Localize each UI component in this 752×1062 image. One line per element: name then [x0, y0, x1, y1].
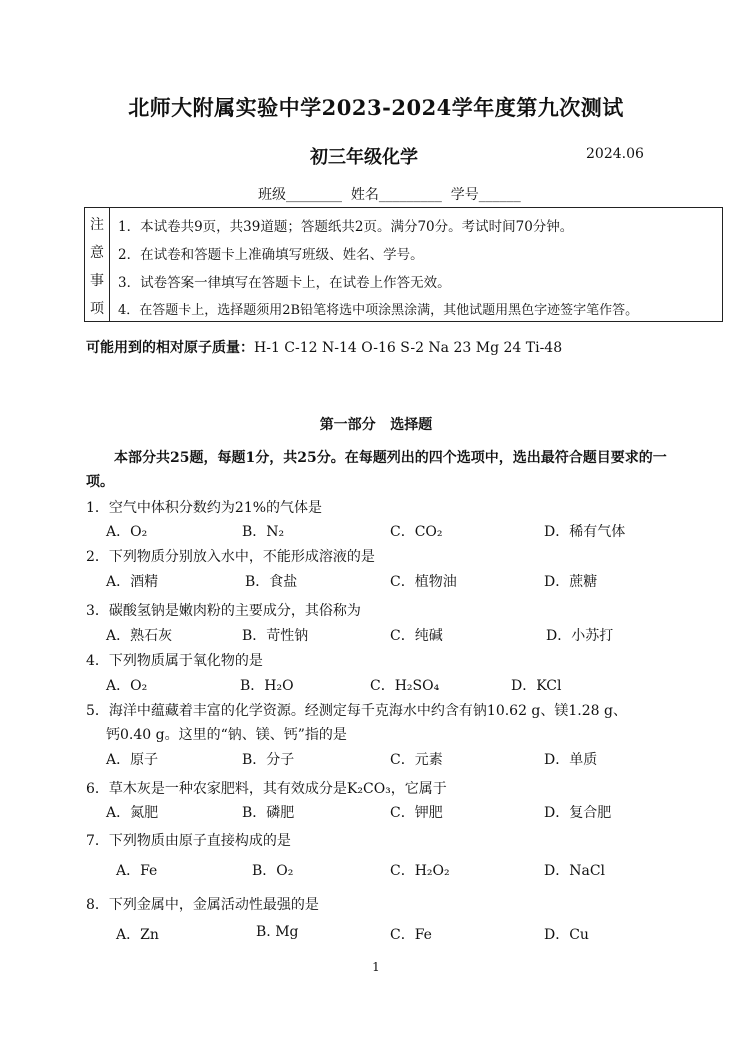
question-option: B．N₂: [242, 524, 285, 540]
atomic-mass-label: 可能用到的相对原子质量：: [86, 340, 254, 356]
notice-heading-char: 事: [90, 273, 104, 289]
notice-heading-char: 项: [90, 301, 104, 317]
question-option: D．NaCl: [544, 863, 606, 879]
question-option: A．O₂: [106, 678, 148, 694]
question-option: B．分子: [242, 752, 295, 768]
question-option: D．小苏打: [546, 628, 614, 644]
notice-item: 3．试卷答案一律填写在答题卡上，在试卷上作答无效。: [118, 275, 451, 291]
notice-heading-char: 注: [90, 217, 104, 233]
question-option: B．食盐: [245, 574, 298, 590]
question-option: D．Cu: [544, 927, 589, 943]
question-stem-continued: 钙0.40 g。这里的“钠、镁、钙”指的是: [106, 727, 347, 743]
question-option: D．KCl: [511, 678, 562, 694]
question-stem: 4．下列物质属于氧化物的是: [86, 653, 263, 669]
exam-date: 2024.06: [586, 146, 644, 162]
question-option: A．熟石灰: [106, 628, 173, 644]
question-option: A．原子: [106, 752, 159, 768]
notice-heading: [85, 208, 110, 321]
section-title: 第一部分 选择题: [319, 417, 433, 433]
question-option: C．H₂O₂: [390, 863, 450, 879]
question-stem: 8．下列金属中，金属活动性最强的是: [86, 897, 319, 913]
question-option: A．Fe: [116, 863, 158, 879]
question-option: A．O₂: [106, 524, 148, 540]
question-option: D．稀有气体: [544, 524, 626, 540]
question-stem: 7．下列物质由原子直接构成的是: [86, 833, 291, 849]
question-option: D．蔗糖: [544, 574, 598, 590]
page-subtitle: 初三年级化学: [310, 147, 418, 168]
notice-item: 4．在答题卡上，选择题须用2B铅笔将选中项涂黑涂满，其他试题用黑色字迹签字笔作答。: [118, 303, 639, 318]
page-title: 北师大附属实验中学2023-2024学年度第九次测试: [128, 95, 624, 120]
question-stem: 3．碳酸氢钠是嫩肉粉的主要成分，其俗称为: [86, 603, 361, 619]
question-option: C．植物油: [390, 574, 457, 590]
question-stem: 6．草木灰是一种农家肥料，其有效成分是K₂CO₃，它属于: [86, 781, 447, 797]
question-option: D．复合肥: [544, 805, 612, 821]
question-option: B．苛性钠: [242, 628, 309, 644]
notice-heading-char: 意: [90, 245, 104, 261]
question-option: C．元素: [390, 752, 443, 768]
notice-item: 2．在试卷和答题卡上准确填写班级、姓名、学号。: [118, 247, 424, 263]
question-option: B．磷肥: [242, 805, 295, 821]
question-option: A．氮肥: [106, 805, 159, 821]
atomic-mass-line: [86, 337, 562, 357]
question-stem: 5．海洋中蕴藏着丰富的化学资源。经测定每千克海水中约含有钠10.62 g、镁1.28 g、: [86, 703, 627, 719]
notice-item: 1．本试卷共9页，共39道题；答题纸共2页。满分70分。考试时间70分钟。: [118, 219, 574, 235]
notice-box: [84, 207, 723, 322]
atomic-mass-values: H-1 C-12 N-14 O-16 S-2 Na 23 Mg 24 Ti-48: [254, 340, 563, 356]
question-option: C．钾肥: [390, 805, 443, 821]
question-stem: 2．下列物质分别放入水中，不能形成溶液的是: [86, 549, 375, 565]
question-option: A．酒精: [106, 574, 159, 590]
question-option: C．H₂SO₄: [370, 678, 440, 694]
question-option: B. Mg: [256, 924, 299, 940]
question-option: B．O₂: [252, 863, 294, 879]
question-option: C．纯碱: [390, 628, 443, 644]
student-info-line: 班级________ 姓名_________ 学号______: [258, 187, 521, 203]
question-option: C．Fe: [390, 927, 432, 943]
question-stem: 1．空气中体积分数约为21%的气体是: [86, 500, 323, 516]
question-option: D．单质: [544, 752, 598, 768]
question-option: C．CO₂: [390, 524, 443, 540]
section-intro: 本部分共25题，每题1分，共25分。在每题列出的四个选项中，选出最符合题目要求的一项。: [86, 450, 667, 490]
question-option: A．Zn: [116, 927, 159, 943]
page-number: 1: [372, 960, 380, 974]
question-option: B．H₂O: [240, 678, 294, 694]
